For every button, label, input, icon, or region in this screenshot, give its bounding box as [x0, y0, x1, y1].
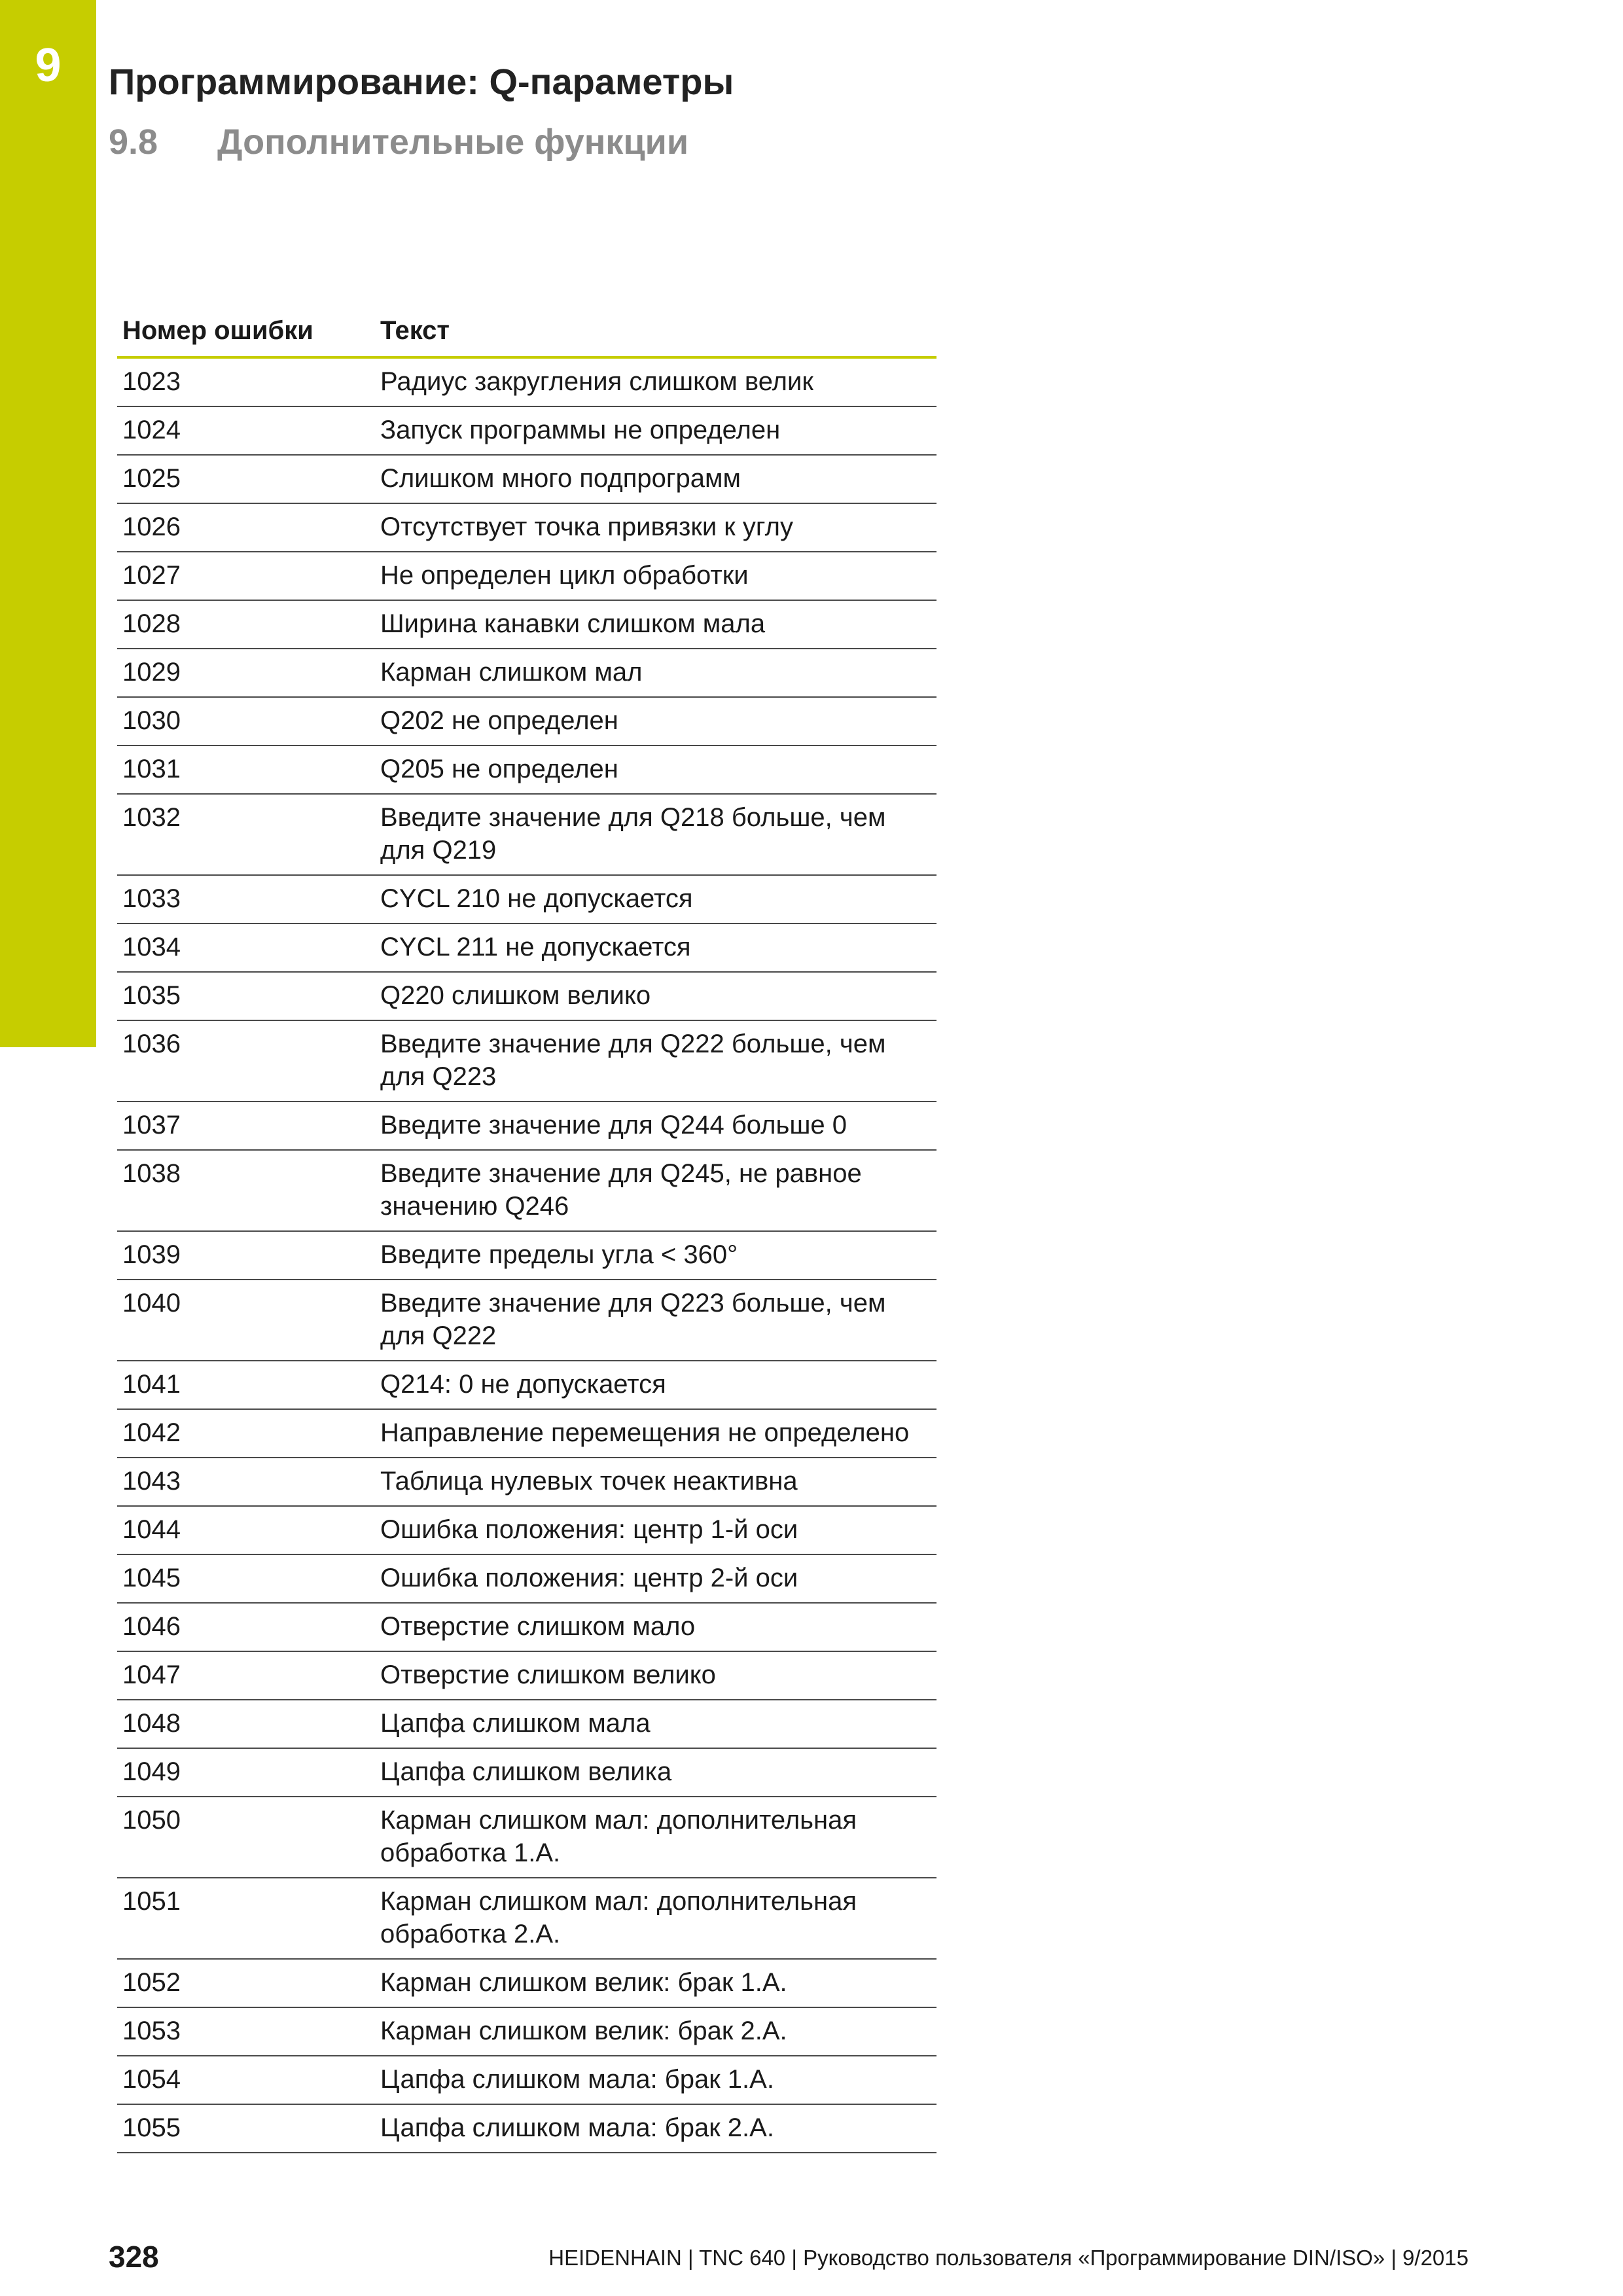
table-header-row: [117, 309, 936, 357]
table-row: [117, 649, 936, 697]
error-number-cell: 1029: [117, 649, 375, 697]
table-row: [117, 2007, 936, 2056]
error-text-cell: Введите пределы угла < 360°: [375, 1231, 936, 1280]
table-row: [117, 1409, 936, 1458]
error-text-cell: Цапфа слишком мала: брак 2.А.: [375, 2104, 936, 2153]
error-text-cell: Отсутствует точка привязки к углу: [375, 503, 936, 552]
error-number-cell: 1036: [117, 1020, 375, 1102]
error-number-cell: 1053: [117, 2007, 375, 2056]
column-header-text: Текст: [375, 309, 936, 357]
error-text-cell: Q205 не определен: [375, 745, 936, 794]
table-row: [117, 1020, 936, 1102]
table-row: [117, 503, 936, 552]
error-number-cell: 1026: [117, 503, 375, 552]
footer-text: HEIDENHAIN | TNC 640 | Руководство пользователя «Программирование DIN/ISO» | 9/2015: [548, 2246, 1469, 2270]
error-text-cell: Q220 слишком велико: [375, 972, 936, 1020]
error-number-cell: 1043: [117, 1458, 375, 1506]
error-text-cell: Запуск программы не определен: [375, 406, 936, 455]
error-text-cell: CYCL 210 не допускается: [375, 875, 936, 924]
error-number-cell: 1045: [117, 1554, 375, 1603]
table-body: [117, 357, 936, 2153]
error-number-cell: 1031: [117, 745, 375, 794]
column-header-error-number: Номер ошибки: [117, 309, 375, 357]
error-number-cell: 1054: [117, 2056, 375, 2104]
error-table: [117, 309, 936, 2153]
table-row: [117, 1458, 936, 1506]
error-text-cell: Направление перемещения не определено: [375, 1409, 936, 1458]
table-row: [117, 972, 936, 1020]
table-row: [117, 1878, 936, 1959]
table-row: [117, 875, 936, 924]
error-number-cell: 1048: [117, 1700, 375, 1748]
error-text-cell: Ошибка положения: центр 2-й оси: [375, 1554, 936, 1603]
error-text-cell: Q214: 0 не допускается: [375, 1361, 936, 1409]
error-number-cell: 1034: [117, 924, 375, 972]
table-row: [117, 1361, 936, 1409]
table-row: [117, 1603, 936, 1651]
table-row: [117, 2056, 936, 2104]
error-text-cell: Введите значение для Q244 больше 0: [375, 1102, 936, 1150]
error-text-cell: Радиус закругления слишком велик: [375, 357, 936, 406]
error-number-cell: 1024: [117, 406, 375, 455]
chapter-sidebar-bar: [0, 0, 96, 1047]
error-text-cell: Ошибка положения: центр 1-й оси: [375, 1506, 936, 1554]
chapter-title: Программирование: Q-параметры: [109, 61, 734, 102]
error-text-cell: Цапфа слишком велика: [375, 1748, 936, 1797]
error-number-cell: 1049: [117, 1748, 375, 1797]
table-row: [117, 455, 936, 503]
error-text-cell: Цапфа слишком мала: [375, 1700, 936, 1748]
section-number: 9.8: [109, 122, 158, 162]
table-row: [117, 357, 936, 406]
table-row: [117, 697, 936, 745]
table-row: [117, 1651, 936, 1700]
table-row: [117, 794, 936, 875]
table-row: [117, 406, 936, 455]
error-text-cell: Ширина канавки слишком мала: [375, 600, 936, 649]
table-row: [117, 1102, 936, 1150]
error-number-cell: 1044: [117, 1506, 375, 1554]
section-heading: [109, 118, 688, 166]
error-text-cell: Не определен цикл обработки: [375, 552, 936, 600]
table-row: [117, 1554, 936, 1603]
table-row: [117, 600, 936, 649]
error-number-cell: 1030: [117, 697, 375, 745]
error-text-cell: CYCL 211 не допускается: [375, 924, 936, 972]
error-text-cell: Карман слишком мал: [375, 649, 936, 697]
error-number-cell: 1032: [117, 794, 375, 875]
section-title: Дополнительные функции: [217, 122, 689, 162]
error-text-cell: Введите значение для Q245, не равное значению Q246: [375, 1150, 936, 1231]
table-row: [117, 1280, 936, 1361]
error-number-cell: 1055: [117, 2104, 375, 2153]
error-number-cell: 1033: [117, 875, 375, 924]
error-number-cell: 1028: [117, 600, 375, 649]
error-number-cell: 1050: [117, 1797, 375, 1878]
table-row: [117, 1700, 936, 1748]
error-text-cell: Введите значение для Q222 больше, чем для Q223: [375, 1020, 936, 1102]
table-row: [117, 1959, 936, 2007]
table-row: [117, 1797, 936, 1878]
error-text-cell: Карман слишком мал: дополнительная обработка 1.А.: [375, 1797, 936, 1878]
table-row: [117, 2104, 936, 2153]
error-text-cell: Слишком много подпрограмм: [375, 455, 936, 503]
error-number-cell: 1041: [117, 1361, 375, 1409]
table-row: [117, 1748, 936, 1797]
error-text-cell: Введите значение для Q223 больше, чем для Q222: [375, 1280, 936, 1361]
error-text-cell: Отверстие слишком мало: [375, 1603, 936, 1651]
error-text-cell: Таблица нулевых точек неактивна: [375, 1458, 936, 1506]
error-number-cell: 1027: [117, 552, 375, 600]
error-number-cell: 1042: [117, 1409, 375, 1458]
error-text-cell: Карман слишком велик: брак 2.А.: [375, 2007, 936, 2056]
table-row: [117, 1150, 936, 1231]
error-text-cell: Карман слишком велик: брак 1.А.: [375, 1959, 936, 2007]
table-row: [117, 924, 936, 972]
error-text-cell: Q202 не определен: [375, 697, 936, 745]
error-number-cell: 1039: [117, 1231, 375, 1280]
table-row: [117, 552, 936, 600]
error-number-cell: 1038: [117, 1150, 375, 1231]
error-number-cell: 1047: [117, 1651, 375, 1700]
error-text-cell: Отверстие слишком велико: [375, 1651, 936, 1700]
table-row: [117, 1506, 936, 1554]
error-number-cell: 1052: [117, 1959, 375, 2007]
error-number-cell: 1035: [117, 972, 375, 1020]
error-number-cell: 1025: [117, 455, 375, 503]
error-text-cell: Введите значение для Q218 больше, чем для Q219: [375, 794, 936, 875]
chapter-number: 9: [35, 39, 62, 92]
table-row: [117, 1231, 936, 1280]
error-text-cell: Цапфа слишком мала: брак 1.А.: [375, 2056, 936, 2104]
error-number-cell: 1023: [117, 357, 375, 406]
page-number: 328: [109, 2240, 159, 2274]
table-row: [117, 745, 936, 794]
error-number-cell: 1046: [117, 1603, 375, 1651]
error-number-cell: 1040: [117, 1280, 375, 1361]
error-text-cell: Карман слишком мал: дополнительная обработка 2.А.: [375, 1878, 936, 1959]
error-table-container: [117, 309, 936, 2153]
error-number-cell: 1037: [117, 1102, 375, 1150]
error-number-cell: 1051: [117, 1878, 375, 1959]
